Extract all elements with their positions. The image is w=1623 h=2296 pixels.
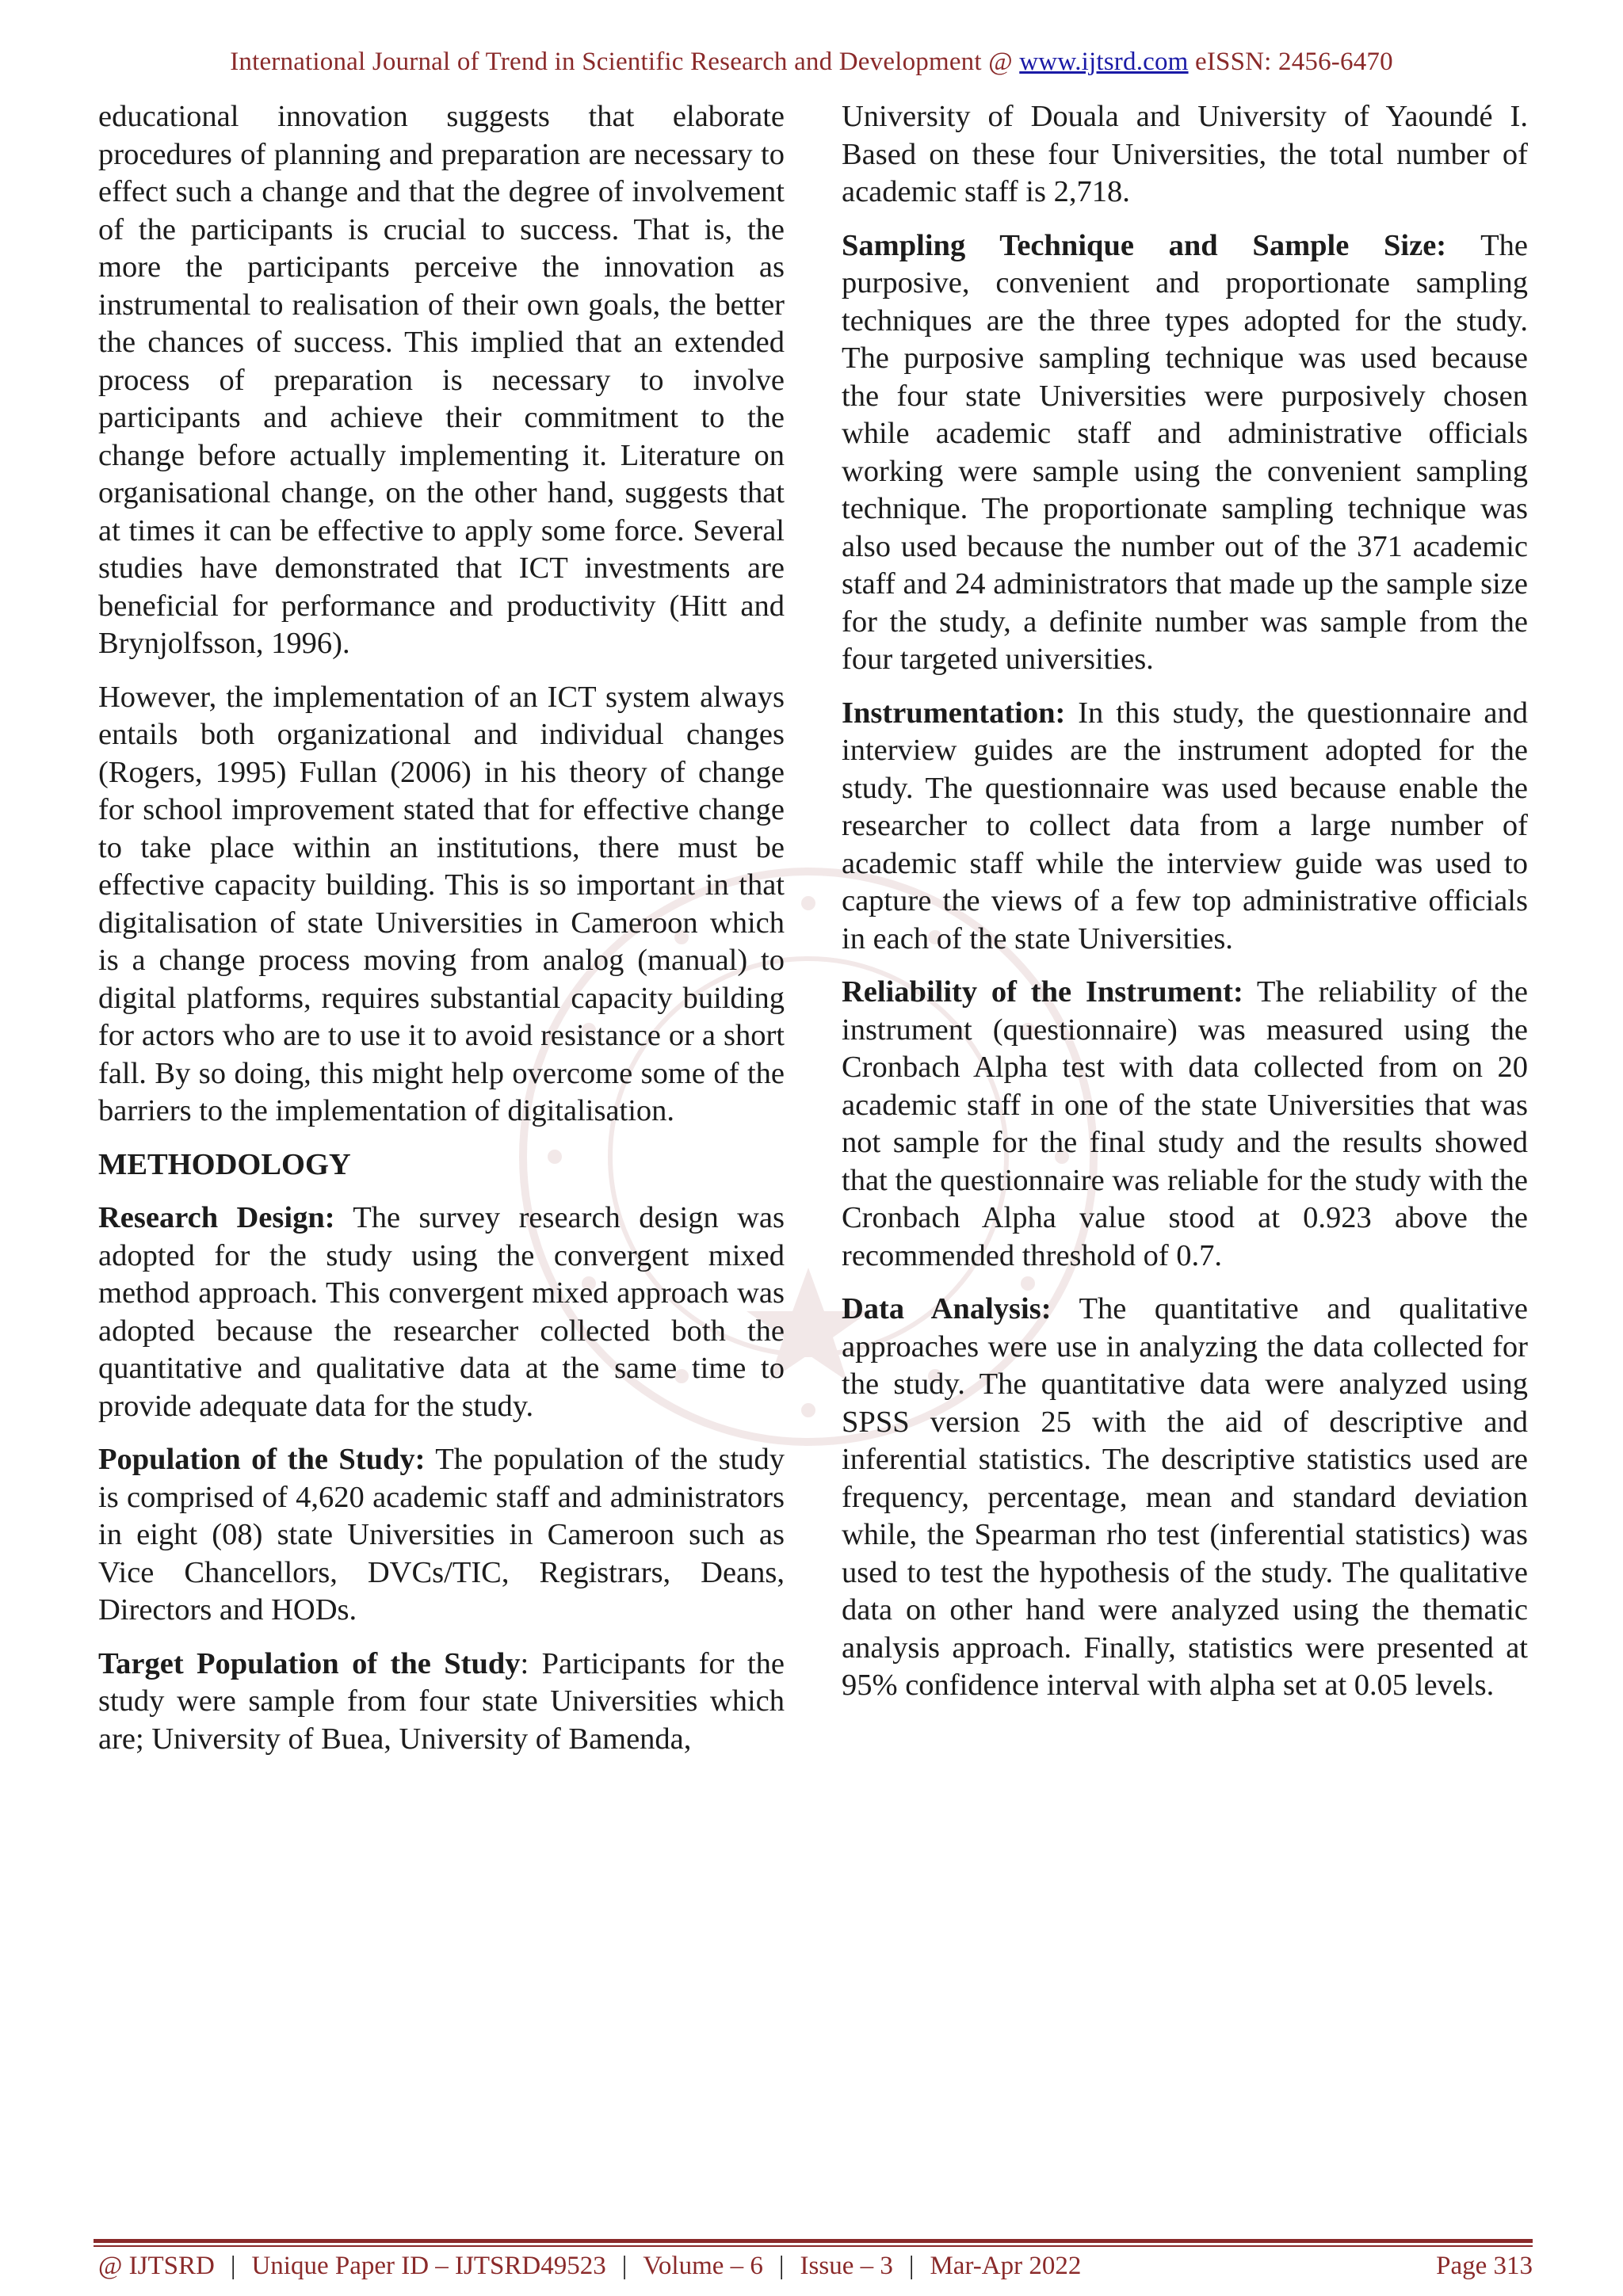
research-design-text: The survey research design was adopted for the study using the convergent mixed method approach. This convergent mixed approach was adopted because the researcher collected both the quantitative and qualitative data at the same time to provide adequate data for the study. <box>98 1201 785 1423</box>
data-analysis-text: The quantitative and qualitative approaches were use in analyzing the data collected for the study. The quantitative data were analyzed using SPSS version 25 with the aid of descriptive and inferential statistics. The descriptive statistics used are frequency, percentage, mean and standard deviation while, the Spearman rho test (inferential statistics) was used to test the hypothesis of the study. The qualitative data on other hand were analyzed using the thematic analysis approach. Finally, statistics were presented at 95% confidence interval with alpha set at 0.05 levels. <box>842 1292 1528 1702</box>
footer-rule-thick <box>94 2239 1533 2243</box>
target-population-text: : Participants for the study were sample from four state Universities which are; University of Buea, University of Bamenda, <box>98 1646 785 1756</box>
reliability-text: The reliability of the instrument (questionnaire) was measured using the Cronbach Alpha test with data collected from on 20 academic staff in one of the state Universities that was not sample for the final study and the results showed that the questionnaire was reliable for the study with the Cronbach Alpha value stood at 0.923 above the recommended threshold of 0.7. <box>842 975 1528 1272</box>
paragraph-target-population <box>98 1646 785 1759</box>
paragraph-ict-implementation: However, the implementation of an ICT system always entails both organizational and individual changes (Rogers, 1995) Fullan (2006) in his theory of change for school improvement stated that for effective change to take place within an institutions, there must be effective capacity building. This is so important in that digitalisation of state Universities in Cameroon which is a change process moving from analog (manual) to digital platforms, requires substantial capacity building for actors who are to use it to avoid resistance or a short fall. By so doing, this might help overcome some of the barriers to the implementation of digitalisation. <box>98 680 785 1127</box>
paragraph-instrumentation <box>842 695 1528 959</box>
data-analysis-label: Data Analysis: <box>842 1292 1052 1325</box>
footer-date: Mar-Apr 2022 <box>930 2252 1082 2280</box>
journal-url-link[interactable]: www.ijtsrd.com <box>1019 48 1189 76</box>
footer-journal: @ IJTSRD <box>98 2252 215 2280</box>
right-column <box>842 98 1528 1721</box>
paragraph-sampling <box>842 227 1528 679</box>
paragraph-population <box>98 1441 785 1630</box>
sampling-label: Sampling Technique and Sample Size: <box>842 228 1447 262</box>
footer-separator: | <box>621 2252 628 2280</box>
population-text: The population of the study is comprised of 4,620 academic staff and administrators in eight (08) state Universities in Cameroon such as Vice Chancellors, DVCs/TIC, Registrars, Deans, Directors and HODs. <box>98 1443 785 1627</box>
footer-volume: Volume – 6 <box>643 2252 763 2280</box>
running-header <box>0 48 1623 77</box>
footer-left <box>98 2252 1081 2281</box>
footer-separator: | <box>908 2252 915 2280</box>
paragraph-innovation: educational innovation suggests that elaborate procedures of planning and preparation are necessary to effect such a change and that the degree of involvement of the participants is crucial to success. That is, the more the participants perceive the innovation as instrumental to realisation of their own goals, the better the chances of success. This implied that an extended process of preparation is necessary to involve participants and achieve their commitment to the change before actually implementing it. Literature on organisational change, on the other hand, suggests that at times it can be effective to apply some force. Several studies have demonstrated that ICT investments are beneficial for performance and productivity (Hitt and Brynjolfsson, 1996). <box>98 100 785 660</box>
journal-name: International Journal of Trend in Scientific Research and Development @ <box>230 48 1020 76</box>
paragraph-data-analysis <box>842 1291 1528 1705</box>
footer-page-number: Page 313 <box>1436 2252 1533 2280</box>
footer-issue: Issue – 3 <box>800 2252 893 2280</box>
reliability-label: Reliability of the Instrument: <box>842 975 1243 1009</box>
instrumentation-text: In this study, the questionnaire and interview guides are the instrument adopted for the study. The questionnaire was used because enable the researcher to collect data from a large number of academic staff while the interview guide was used to capture the views of a few top administrative officials in each of the state Universities. <box>842 696 1528 955</box>
paragraph-research-design <box>98 1199 785 1425</box>
footer-separator: | <box>230 2252 236 2280</box>
footer-paper-id: Unique Paper ID – IJTSRD49523 <box>251 2252 606 2280</box>
journal-issn: eISSN: 2456-6470 <box>1188 48 1393 76</box>
left-column <box>98 98 785 1758</box>
research-design-label: Research Design: <box>98 1201 335 1234</box>
section-heading-methodology: METHODOLOGY <box>98 1147 351 1181</box>
population-label: Population of the Study: <box>98 1443 426 1476</box>
footer-rule-thin <box>94 2245 1533 2247</box>
paragraph-reliability <box>842 974 1528 1275</box>
instrumentation-label: Instrumentation: <box>842 696 1066 730</box>
target-population-label: Target Population of the Study <box>98 1646 521 1680</box>
paragraph-continuation: University of Douala and University of Yaoundé I. Based on these four Universities, the total number of academic staff is 2,718. <box>842 100 1528 208</box>
sampling-text: The purposive, convenient and proportionate sampling techniques are the three types adopted for the study. The purposive sampling technique was used because the four state Universities were purposively chosen while academic staff and administrative officials working were sample using the convenient sampling technique. The proportionate sampling technique was also used because the number out of the 371 academic staff and 24 administrators that made up the sample size for the study, a definite number was sample from the four targeted universities. <box>842 228 1528 676</box>
running-footer <box>98 2252 1533 2281</box>
footer-separator: | <box>778 2252 785 2280</box>
